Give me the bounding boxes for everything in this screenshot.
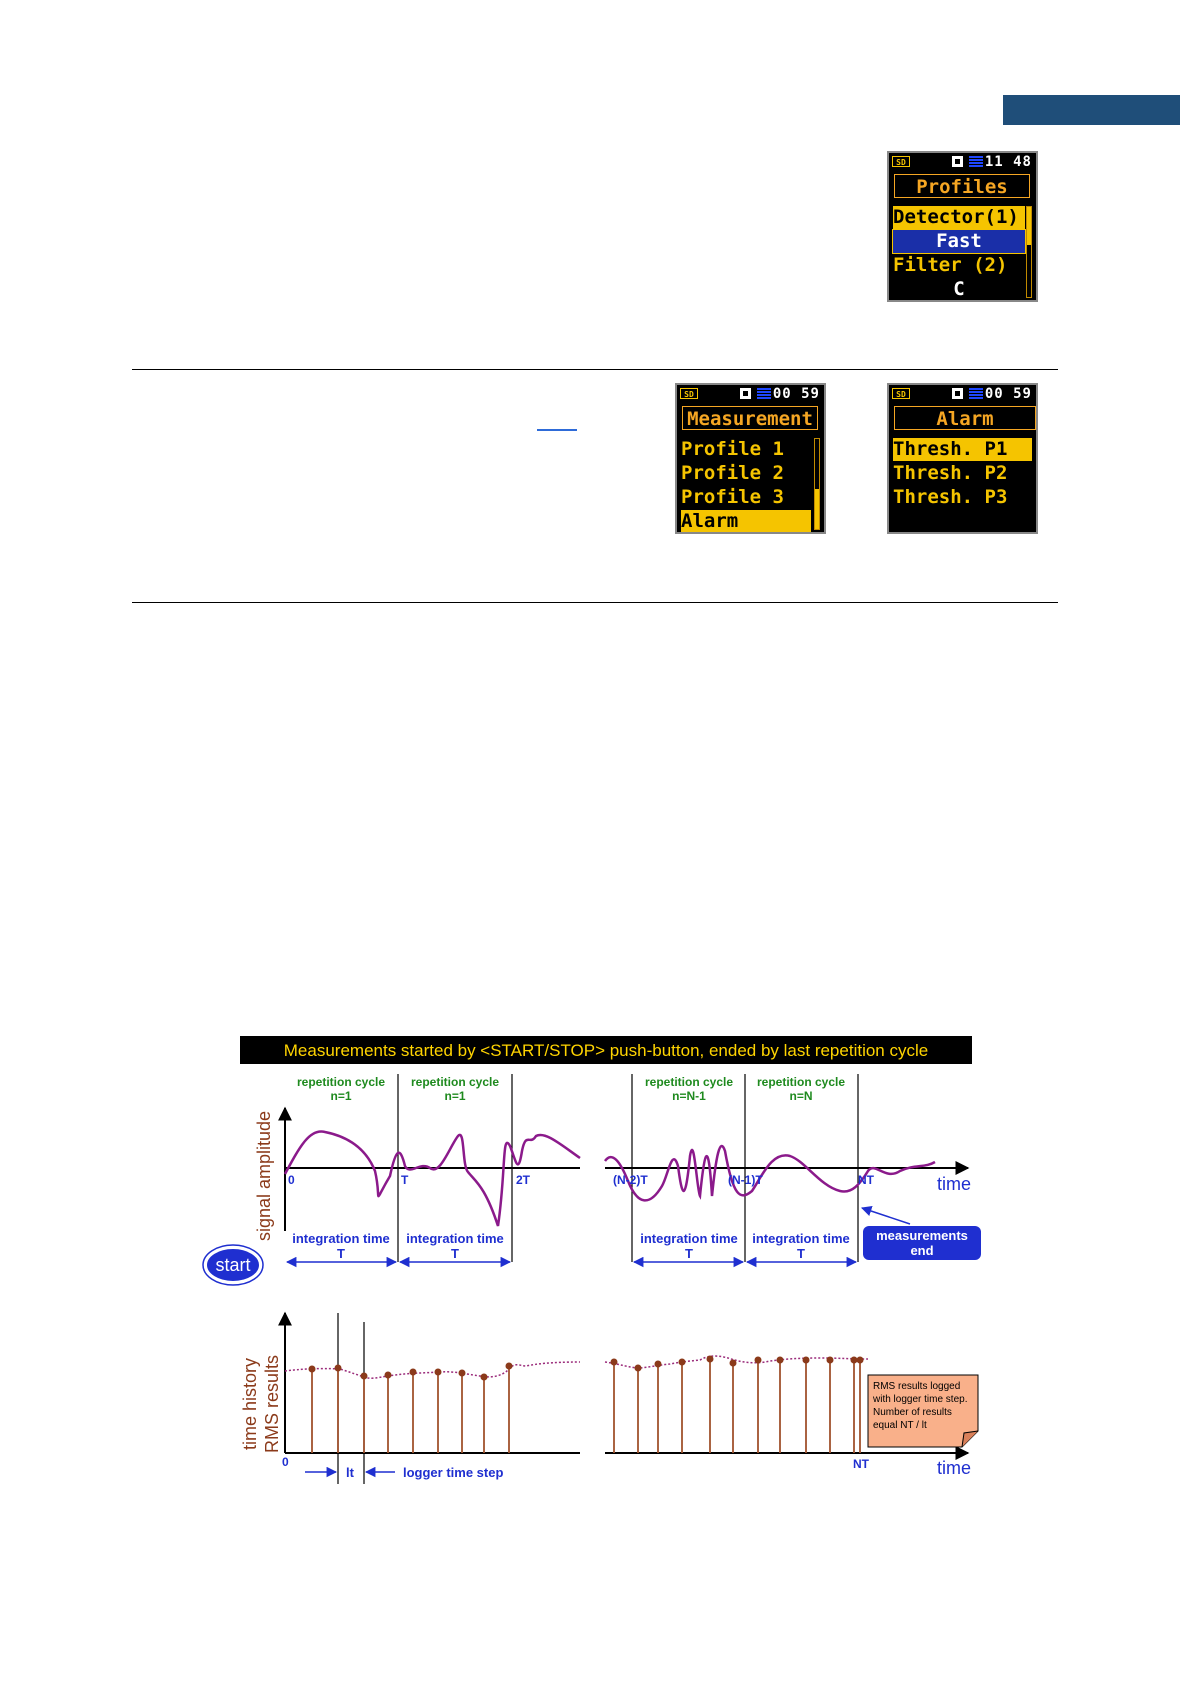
rms-result-dot (506, 1363, 513, 1370)
measurement-screen (675, 383, 826, 534)
note-fold (962, 1431, 978, 1447)
meas-end-pointer (862, 1208, 910, 1224)
axis-time-bottom: time (937, 1458, 972, 1478)
logger-step-label: logger time step (403, 1465, 504, 1480)
tick-T: T (401, 1173, 409, 1187)
screen-title: Measurement (682, 406, 818, 430)
divider-2 (132, 602, 1058, 603)
measurement-timing-diagram (200, 1036, 990, 1493)
alarm-screen (887, 383, 1038, 534)
integration-4-T: T (797, 1246, 805, 1261)
y-label-history: time history (240, 1357, 260, 1451)
menu-item-profile-1[interactable]: Profile 1 (681, 438, 784, 460)
rms-result-dot (481, 1374, 488, 1381)
rms-result-dot (309, 1366, 316, 1373)
menu-value-detector[interactable]: Fast (893, 230, 1025, 253)
lt-label: lt (346, 1465, 354, 1480)
menu-item-profile-2[interactable]: Profile 2 (681, 462, 784, 484)
rms-result-dot (730, 1360, 737, 1367)
header-bar (1003, 95, 1180, 125)
note-line-4: equal NT / lt (873, 1420, 927, 1431)
clock: 00 59 (772, 386, 820, 402)
battery-icon (969, 388, 983, 399)
rms-result-dot (385, 1372, 392, 1379)
sd-card-icon: SD (892, 156, 910, 167)
cycle-3-label: repetition cycle (644, 1075, 734, 1089)
scrollbar-thumb[interactable] (815, 489, 819, 529)
cycle-1-label: repetition cycle (296, 1075, 386, 1089)
cycle-4-label: repetition cycle (756, 1075, 846, 1089)
rms-result-dot (777, 1357, 784, 1364)
rms-result-dot (361, 1373, 368, 1380)
integration-2-T: T (451, 1246, 459, 1261)
rms-result-dot (635, 1365, 642, 1372)
status-bar (677, 385, 824, 403)
rms-result-dot (435, 1369, 442, 1376)
tick-NT: NT (858, 1173, 874, 1187)
meas-end-label-1: measurements (876, 1228, 968, 1243)
integration-3-T: T (685, 1246, 693, 1261)
stop-state-icon (952, 388, 963, 399)
tick-N-2T: (N-2)T (613, 1173, 648, 1187)
tick-2T: 2T (516, 1173, 531, 1187)
rms-result-dot (611, 1359, 618, 1366)
meas-end-label-2: end (910, 1243, 934, 1258)
integration-1-T: T (337, 1246, 345, 1261)
integration-1-label: integration time (292, 1231, 390, 1246)
y-label-signal: signal amplitude (254, 1110, 274, 1242)
scrollbar[interactable] (1026, 206, 1032, 298)
start-label: start (215, 1255, 251, 1275)
axis-time-top: time (937, 1174, 972, 1194)
battery-icon (757, 388, 771, 399)
bottom-zero: 0 (282, 1455, 289, 1469)
integration-2-label: integration time (406, 1231, 504, 1246)
cycle-4-n: n=N (789, 1089, 813, 1103)
scrollbar[interactable] (814, 438, 820, 530)
rms-result-dot (459, 1370, 466, 1377)
rms-result-dot (857, 1357, 864, 1364)
rms-result-dot (707, 1356, 714, 1363)
clock: 00 59 (984, 386, 1032, 402)
y-label-rms: RMS results (262, 1354, 282, 1454)
rms-result-dot (335, 1365, 342, 1372)
bottom-nt: NT (853, 1457, 869, 1471)
screen-title: Profiles (894, 174, 1030, 198)
rms-result-dot (655, 1361, 662, 1368)
stop-state-icon (952, 156, 963, 167)
signal-curve-left (285, 1131, 580, 1226)
menu-item-thresh-p3[interactable]: Thresh. P3 (893, 486, 1008, 508)
rms-result-dot (410, 1369, 417, 1376)
note-line-3: Number of results (873, 1407, 952, 1418)
note-line-2: with logger time step. (873, 1394, 968, 1405)
tick-N-1T: (N-1)T (728, 1173, 763, 1187)
rms-result-dot (755, 1357, 762, 1364)
note-line-1: RMS results logged (873, 1381, 961, 1392)
rms-trace-left (285, 1362, 580, 1378)
rms-result-dot (827, 1357, 834, 1364)
signal-curve-right (605, 1146, 935, 1200)
rms-result-dot (851, 1357, 858, 1364)
divider-1 (132, 369, 1058, 370)
rms-stems (312, 1359, 860, 1453)
cycle-3-n: n=N-1 (672, 1089, 706, 1103)
integration-3-label: integration time (640, 1231, 738, 1246)
menu-item-alarm[interactable]: Alarm (681, 510, 811, 533)
sd-card-icon: SD (892, 388, 910, 399)
menu-item-filter[interactable]: Filter (2) (893, 254, 1008, 276)
status-bar (889, 153, 1036, 171)
hyperlink[interactable] (537, 429, 577, 431)
menu-item-thresh-p2[interactable]: Thresh. P2 (893, 462, 1008, 484)
battery-icon (969, 156, 983, 167)
menu-item-detector[interactable]: Detector(1) (893, 206, 1025, 229)
clock: 11 48 (984, 154, 1032, 170)
menu-value-filter[interactable]: C (953, 278, 965, 300)
diagram-title: Measurements started by <START/STOP> push-button, ended by last repetition cycle (283, 1041, 929, 1060)
menu-item-profile-3[interactable]: Profile 3 (681, 486, 784, 508)
cycle-1-n: n=1 (330, 1089, 352, 1103)
cycle-2-label: repetition cycle (410, 1075, 500, 1089)
status-bar (889, 385, 1036, 403)
integration-4-label: integration time (752, 1231, 850, 1246)
scrollbar-thumb[interactable] (1027, 207, 1031, 245)
cycle-2-n: n=1 (444, 1089, 466, 1103)
rms-result-dot (803, 1357, 810, 1364)
rms-result-dot (679, 1359, 686, 1366)
sd-card-icon: SD (680, 388, 698, 399)
tick-0: 0 (288, 1173, 295, 1187)
screen-title: Alarm (894, 406, 1036, 430)
stop-state-icon (740, 388, 751, 399)
profiles-screen (887, 151, 1038, 302)
menu-item-thresh-p1[interactable]: Thresh. P1 (893, 438, 1032, 461)
